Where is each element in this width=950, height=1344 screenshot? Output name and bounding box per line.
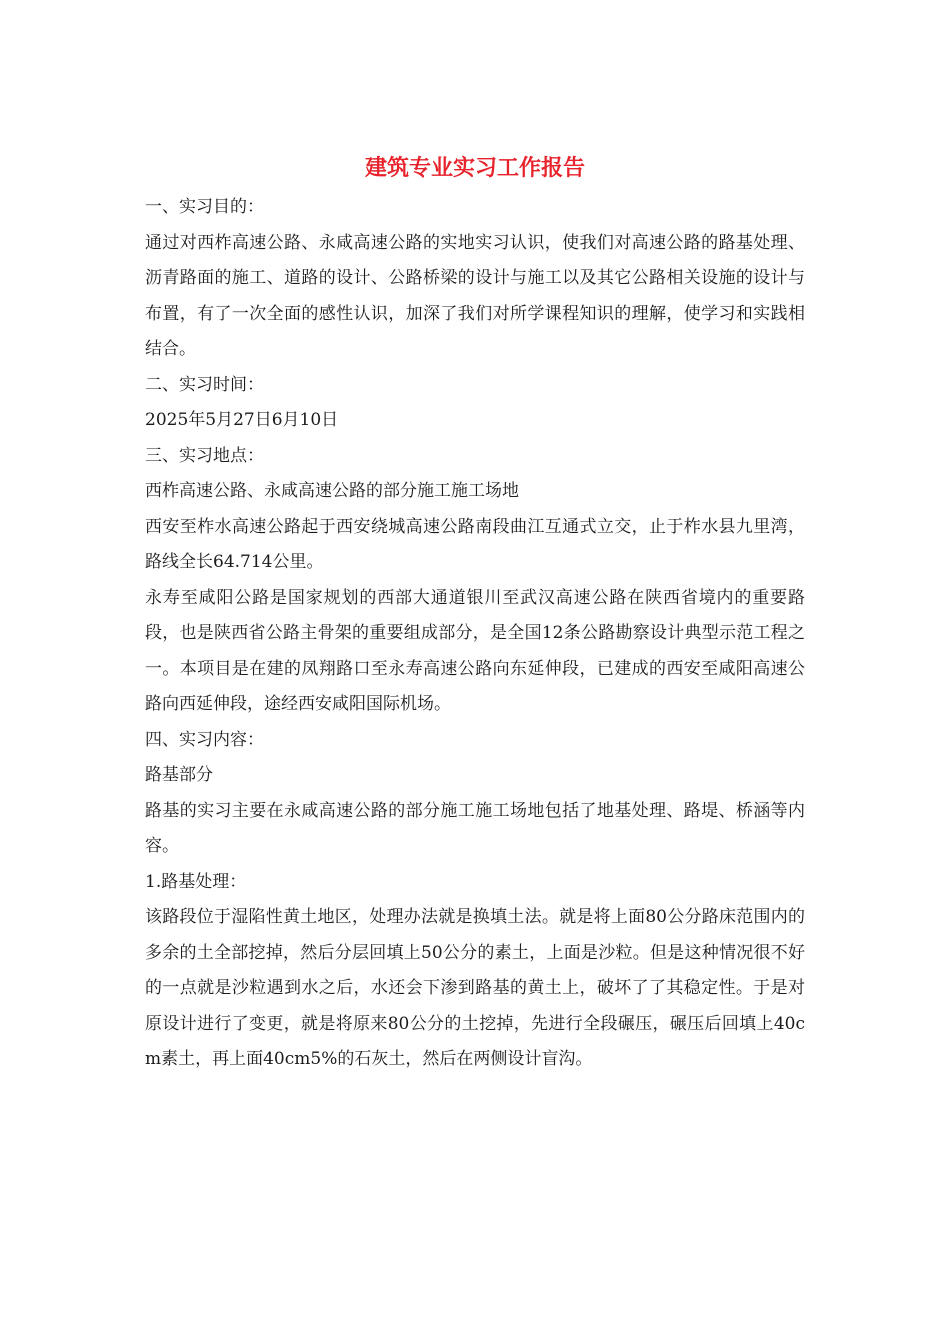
paragraph-subgrade: 路基的实习主要在永咸高速公路的部分施工施工场地包括了地基处理、路堤、桥涵等内容。 <box>145 800 805 856</box>
subheading-subgrade-treatment: 1.路基处理： <box>145 871 247 892</box>
heading-content: 四、实习内容： <box>145 729 264 750</box>
heading-purpose: 一、实习目的： <box>145 197 264 217</box>
paragraph-time: 2025年5月27日6月10日 <box>145 410 339 430</box>
paragraph-location: 西柞高速公路、永咸高速公路的部分施工施工场地 <box>145 481 519 501</box>
paragraph-xizha: 西安至柞水高速公路起于西安绕城高速公路南段曲江互通式立交，止于柞水县九里湾，路线全长64.714公里。 <box>145 516 805 572</box>
paragraph-purpose: 通过对西柞高速公路、永咸高速公路的实地实习认识，使我们对高速公路的路基处理、沥青路面的施工、道路的设计、公路桥梁的设计与施工以及其它公路相关设施的设计与布置，有了一次全面的感性认识，加深了我们对所学课程知识的理解，使学习和实践相结合。 <box>145 232 805 359</box>
paragraph-subgrade-treatment: 该路段位于湿陷性黄土地区，处理办法就是换填土法。就是将上面80公分路床范围内的多余的土全部挖掉，然后分层回填上50公分的素土，上面是沙粒。但是这种情况很不好的一点就是沙粒遇到水之后，水还会下渗到路基的黄土上，破坏了了其稳定性。于是对原设计进行了变更，就是将原来80公分的土挖掉，先进行全段碾压，碾压后回填上40cm素土，再上面40cm5%的石灰土，然后在两侧设计盲沟。 <box>145 907 805 1069</box>
document-title: 建筑专业实习工作报告 <box>364 155 585 181</box>
heading-location: 三、实习地点： <box>145 445 264 466</box>
paragraph-yongxian: 永寿至咸阳公路是国家规划的西部大通道银川至武汉高速公路在陕西省境内的重要路段，也是陕西省公路主骨架的重要组成部分，是全国12条公路勘察设计典型示范工程之一。本项目是在建的凤翔路口至永寿高速公路向东延伸段，已建成的西安至咸阳高速公路向西延伸段，途经西安咸阳国际机场。 <box>145 587 805 714</box>
heading-time: 二、实习时间： <box>145 374 264 395</box>
subheading-subgrade: 路基部分 <box>145 765 213 785</box>
